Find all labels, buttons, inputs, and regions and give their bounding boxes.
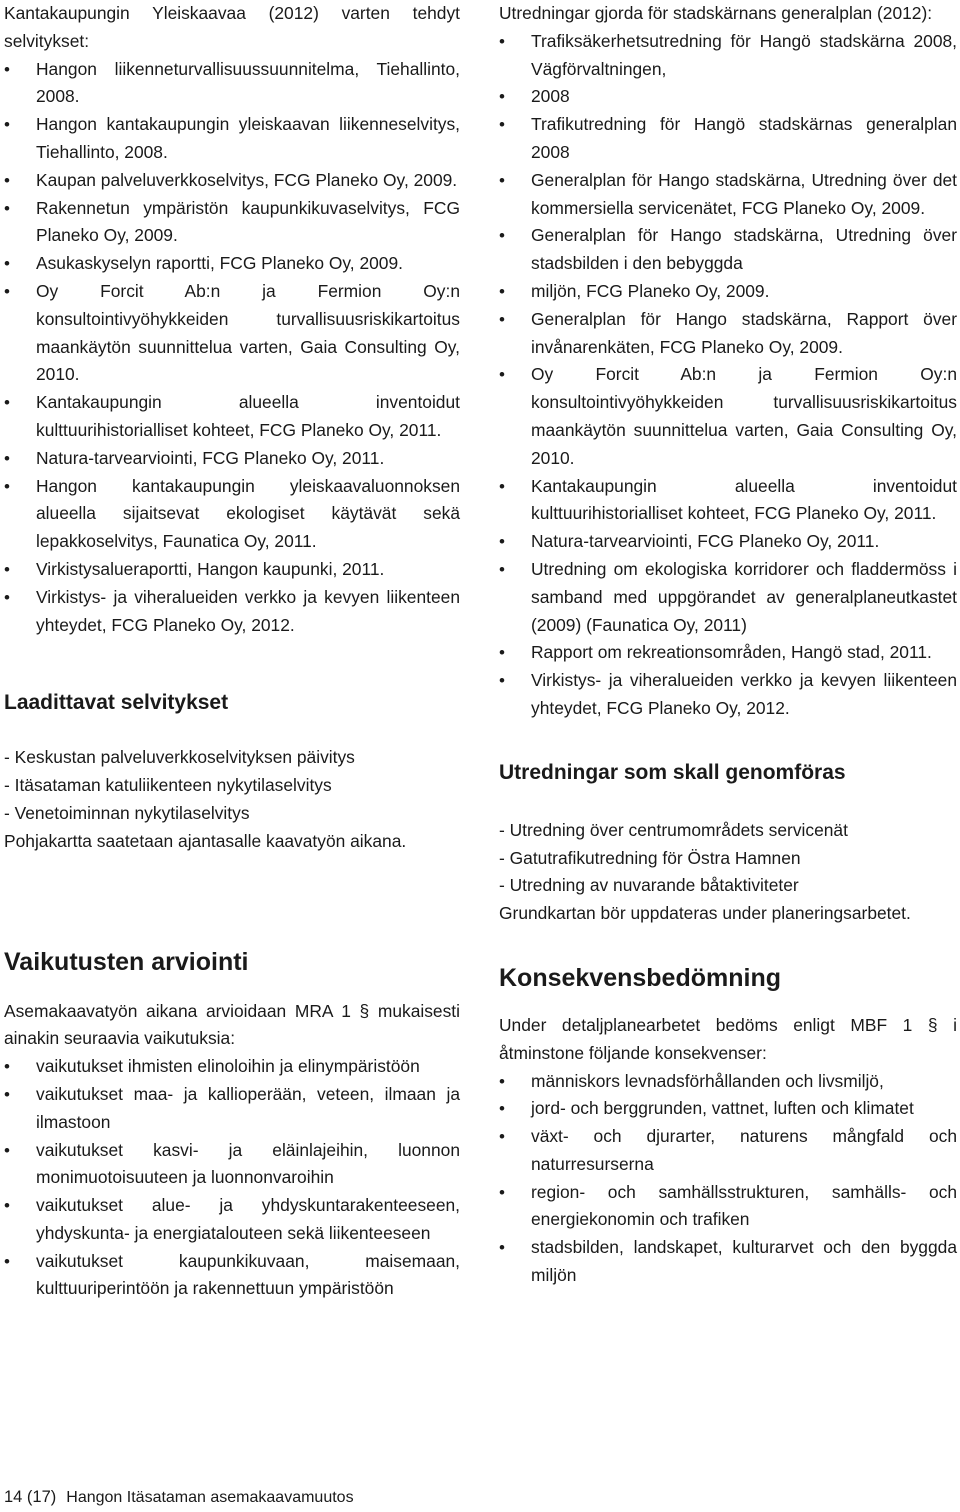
pending-list xyxy=(4,744,460,855)
reports-intro: Kantakaupungin Yleiskaavaa (2012) varten tehdyt selvitykset: xyxy=(4,3,460,51)
list-item: • vaikutukset kaupunkikuvaan, maisemaan, kulttuuriperintöön ja rakennettuun ympäristöön xyxy=(4,1248,460,1304)
list-item: • miljön, FCG Planeko Oy, 2009. xyxy=(499,278,957,306)
list-item: • vaikutukset alue- ja yhdyskuntarakenteeseen, yhdyskunta- ja energiatalouteen sekä liikenteeseen xyxy=(4,1192,460,1248)
section-heading-impacts: Vaikutusten arviointi xyxy=(4,947,249,976)
list-item: • Trafiksäkerhetsutredning för Hangö stadskärna 2008, Vägförvaltningen, xyxy=(499,28,957,84)
list-item: • vaikutukset maa- ja kallioperään, veteen, ilmaan ja ilmastoon xyxy=(4,1081,460,1137)
pending-note: Grundkartan bör uppdateras under planeringsarbetet. xyxy=(499,903,911,924)
list-item: • vaikutukset ihmisten elinoloihin ja elinympäristöön xyxy=(4,1053,460,1081)
list-item: • Kaupan palveluverkkoselvitys, FCG Planeko Oy, 2009. xyxy=(4,167,460,195)
page-footer xyxy=(4,1487,354,1508)
impacts-list xyxy=(499,1068,957,1290)
impacts-list xyxy=(4,1053,460,1303)
list-item: • Kantakaupungin alueella inventoidut kulttuurihistorialliset kohteet, FCG Planeko Oy, 2011. xyxy=(4,389,460,445)
list-item: • 2008 xyxy=(499,83,957,111)
finnish-column xyxy=(4,0,460,1303)
section-heading-pending: Laadittavat selvitykset xyxy=(4,691,229,715)
list-item: • Generalplan för Hango stadskärna, Utredning över stadsbilden i den bebyggda xyxy=(499,222,957,278)
list-item: • vaikutukset kasvi- ja eläinlajeihin, luonnon monimuotoisuuteen ja luonnonvaroihin xyxy=(4,1137,460,1193)
list-item: • Natura-tarvearviointi, FCG Planeko Oy, 2011. xyxy=(4,445,460,473)
list-item: • Utredning om ekologiska korridorer och fladdermöss i samband med uppgörandet av generalplaneutkastet (2009) (Faunatica Oy, 2011) xyxy=(499,556,957,639)
reports-intro: Utredningar gjorda för stadskärnans generalplan (2012): xyxy=(499,3,933,23)
list-item: - Gatutrafikutredning för Östra Hamnen xyxy=(499,847,801,868)
reports-list xyxy=(499,28,957,723)
section-heading-pending: Utredningar som skall genomföras xyxy=(499,760,846,784)
list-item: • Asukaskyselyn raportti, FCG Planeko Oy, 2009. xyxy=(4,250,460,278)
list-item: - Utredning över centrumområdets servicenät xyxy=(499,819,848,840)
list-item: • stadsbilden, landskapet, kulturarvet och den byggda miljön xyxy=(499,1234,957,1290)
list-item: • Generalplan för Hango stadskärna, Utredning över det kommersiella servicenätet, FCG Planeko Oy, 2009. xyxy=(499,167,957,223)
list-item: • Oy Forcit Ab:n ja Fermion Oy:n konsultointivyöhykkeiden turvallisuusriskikartoitus maankäytön suunnittelua varten, Gaia Consulting Oy, 2010. xyxy=(499,361,957,472)
list-item: • Virkistysalueraportti, Hangon kaupunki, 2011. xyxy=(4,556,460,584)
impacts-intro: Asemakaavatyön aikana arvioidaan MRA 1 § mukaisesti ainakin seuraavia vaikutuksia: xyxy=(4,1000,460,1049)
list-item: • Oy Forcit Ab:n ja Fermion Oy:n konsultointivyöhykkeiden turvallisuusriskikartoitus maankäytön suunnittelua varten, Gaia Consulting Oy, 2010. xyxy=(4,278,460,389)
page-number: 14 (17) xyxy=(4,1488,57,1506)
list-item: • Trafikutredning för Hangö stadskärnas generalplan 2008 xyxy=(499,111,957,167)
list-item: • Rapport om rekreationsområden, Hangö stad, 2011. xyxy=(499,639,957,667)
list-item: - Itäsataman katuliikenteen nykytilaselvitys xyxy=(4,775,332,796)
list-item: • Rakennetun ympäristön kaupunkikuvaselvitys, FCG Planeko Oy, 2009. xyxy=(4,195,460,251)
list-item: • region- och samhällsstrukturen, samhälls- och energiekonomin och trafiken xyxy=(499,1179,957,1235)
list-item: • Virkistys- ja viheralueiden verkko ja kevyen liikenteen yhteydet, FCG Planeko Oy, 2012. xyxy=(4,584,460,640)
pending-list xyxy=(499,817,957,928)
swedish-column xyxy=(499,0,957,1290)
pending-note: Pohjakartta saatetaan ajantasalle kaavatyön aikana. xyxy=(4,830,407,851)
list-item: • Hangon kantakaupungin yleiskaavaluonnoksen alueella sijaitsevat ekologiset käytävät sekä lepakkoselvitys, Faunatica Oy, 2011. xyxy=(4,473,460,556)
list-item: • Hangon liikenneturvallisuussuunnitelma, Tiehallinto, 2008. xyxy=(4,56,460,112)
section-heading-impacts: Konsekvensbedömning xyxy=(499,963,781,992)
impacts-intro: Under detaljplanearbetet bedöms enligt MBF 1 § i åtminstone följande konsekvenser: xyxy=(499,1014,957,1063)
list-item: • människors levnadsförhållanden och livsmiljö, xyxy=(499,1068,957,1096)
list-item: • Kantakaupungin alueella inventoidut kulttuurihistorialliset kohteet, FCG Planeko Oy, 2011. xyxy=(499,473,957,529)
list-item: • Hangon kantakaupungin yleiskaavan liikenneselvitys, Tiehallinto, 2008. xyxy=(4,111,460,167)
list-item: • jord- och berggrunden, vattnet, luften och klimatet xyxy=(499,1095,957,1123)
document-title: Hangon Itäsataman asemakaavamuutos xyxy=(66,1489,354,1506)
list-item: • Generalplan för Hango stadskärna, Rapport över invånarenkäten, FCG Planeko Oy, 2009. xyxy=(499,306,957,362)
list-item: • Natura-tarvearviointi, FCG Planeko Oy, 2011. xyxy=(499,528,957,556)
list-item: • växt- och djurarter, naturens mångfald och naturresurserna xyxy=(499,1123,957,1179)
list-item: - Utredning av nuvarande båtaktiviteter xyxy=(499,875,799,896)
list-item: • Virkistys- ja viheralueiden verkko ja kevyen liikenteen yhteydet, FCG Planeko Oy, 2012. xyxy=(499,667,957,723)
reports-list xyxy=(4,56,460,640)
list-item: - Venetoiminnan nykytilaselvitys xyxy=(4,802,250,823)
list-item: - Keskustan palveluverkkoselvityksen päivitys xyxy=(4,747,355,768)
